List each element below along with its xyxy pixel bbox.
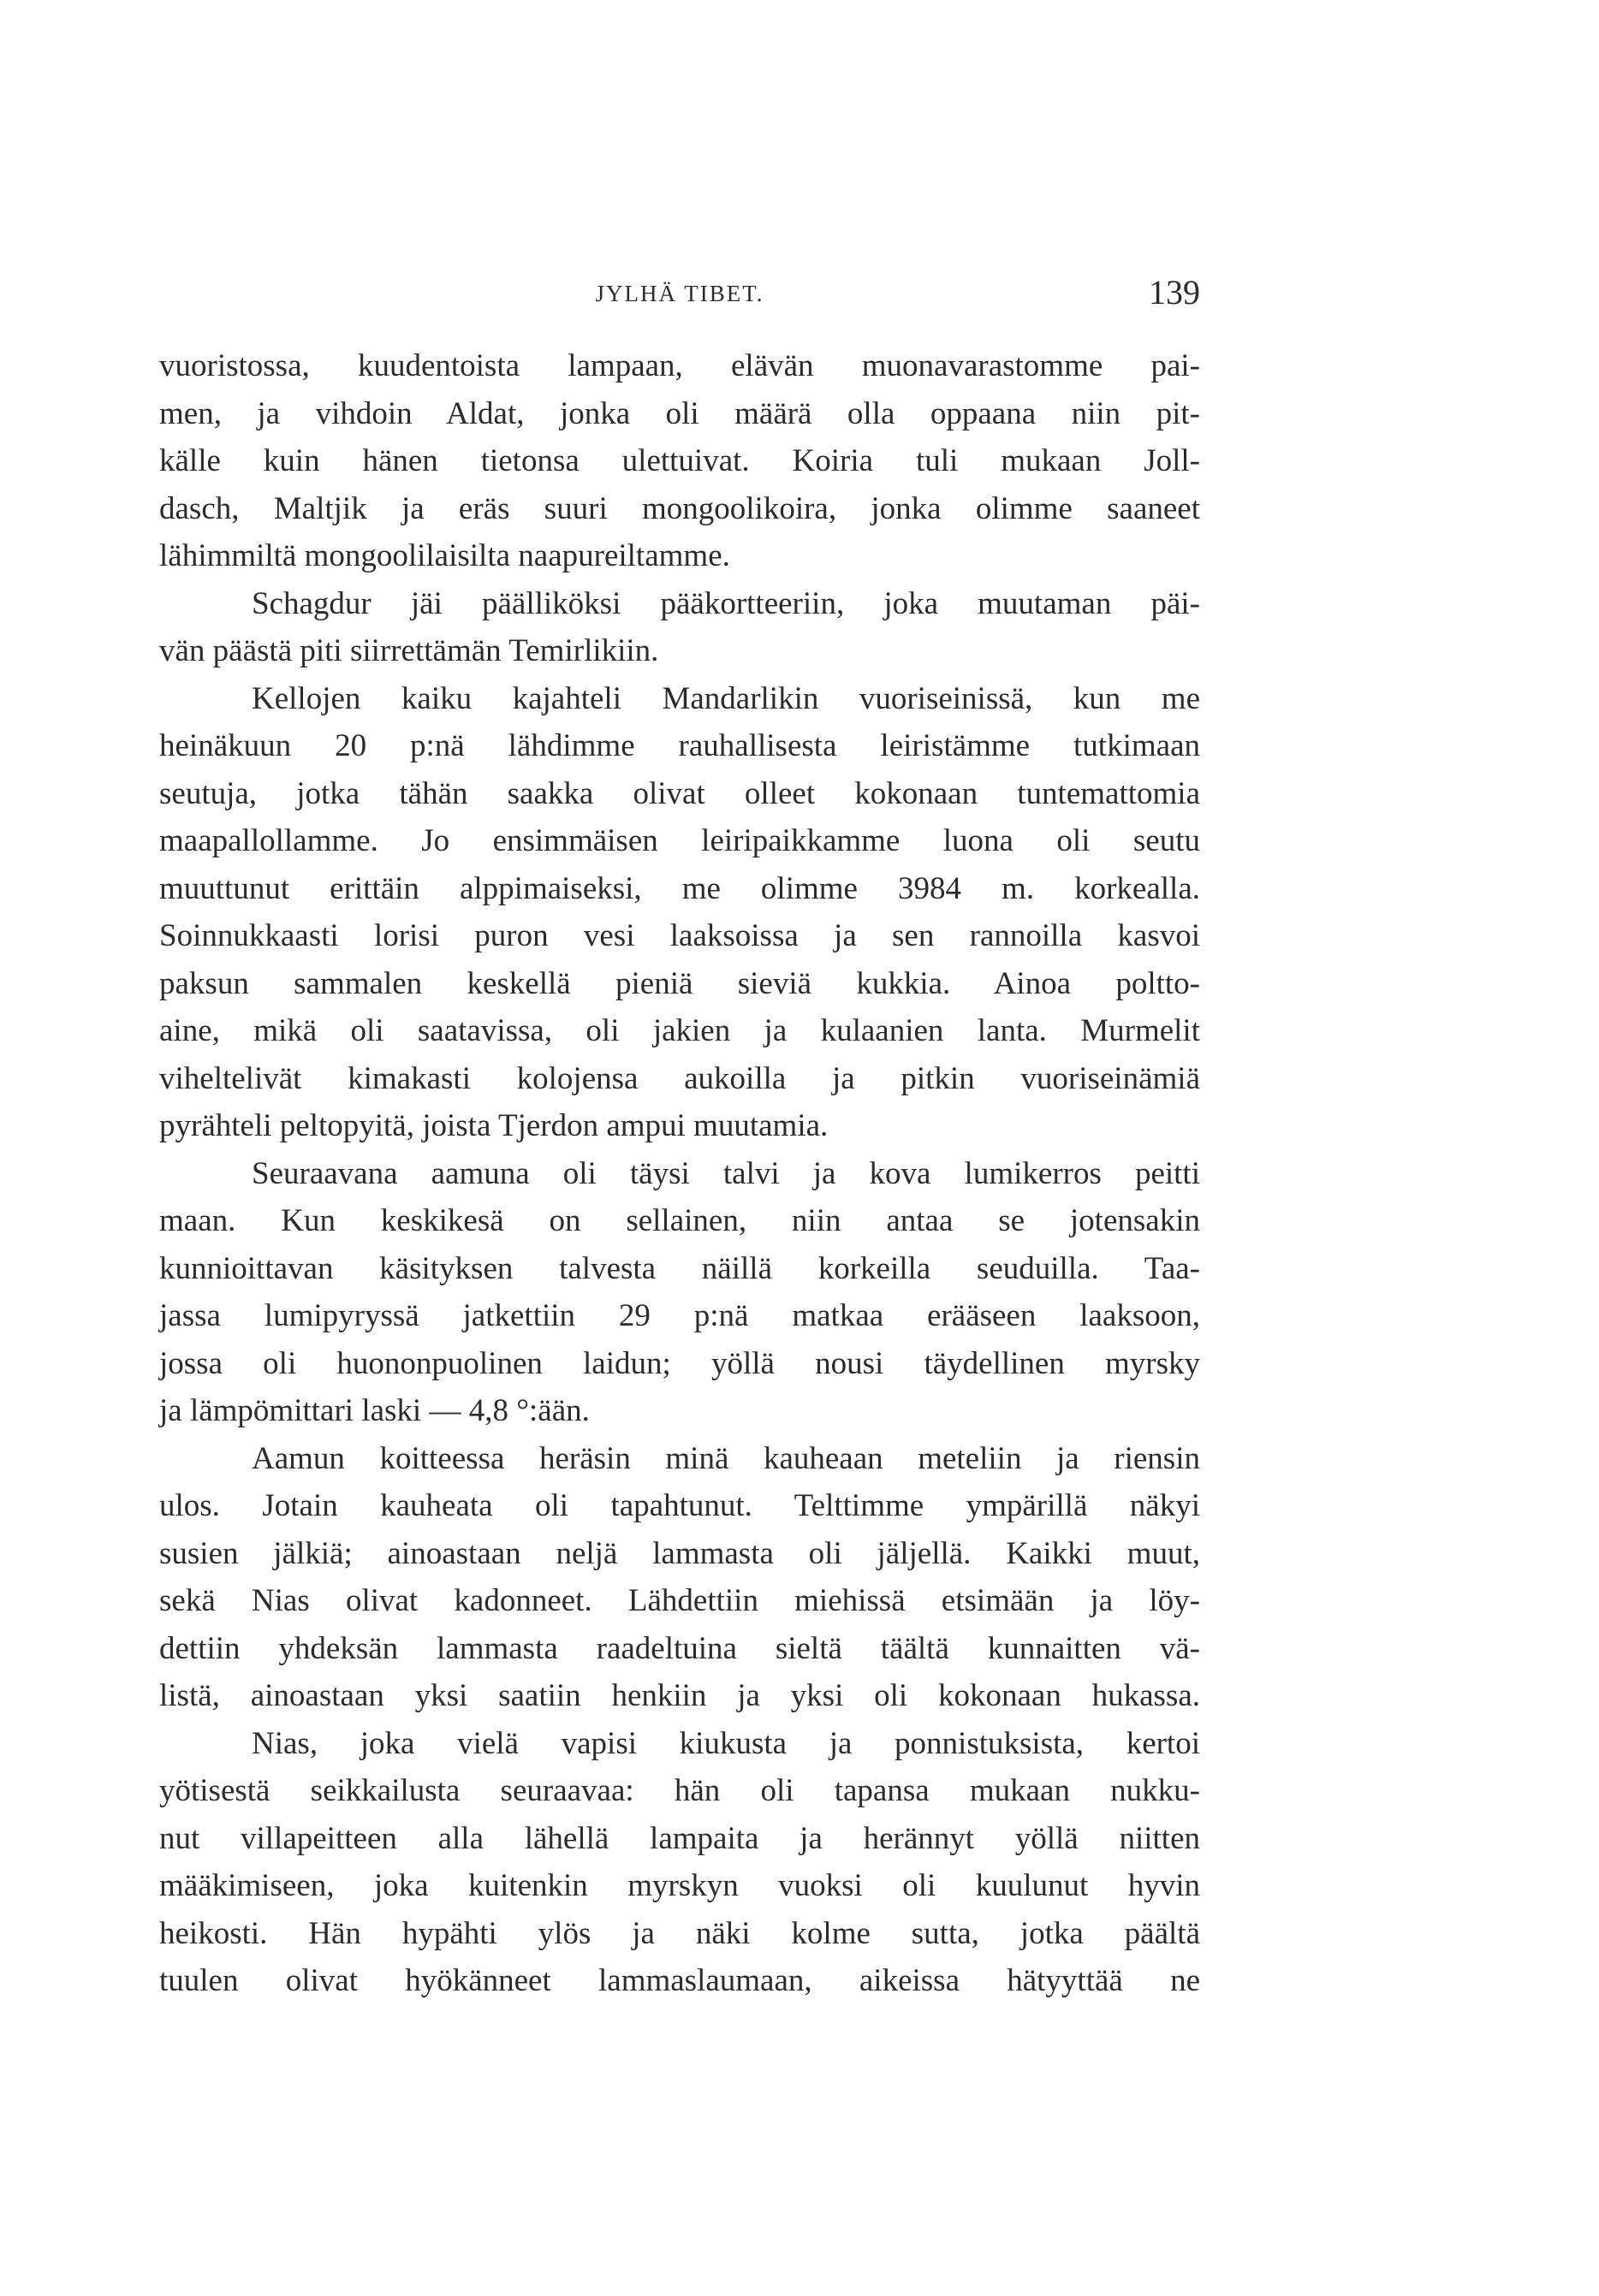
text-line: ulos. Jotain kauheata oli tapahtunut. Telttimme ympärillä näkyi [159,1488,1200,1523]
text-line: yötisestä seikkailusta seuraavaa: hän oli tapansa mukaan nukku- [159,1773,1200,1808]
text-line: paksun sammalen keskellä pieniä sieviä kukkia. Ainoa poltto- [159,965,1200,1001]
body-text [159,342,1200,2005]
text-line: tuulen olivat hyökänneet lammaslaumaan, aikeissa hätyyttää ne [159,1963,1200,1998]
text-line: Soinnukkaasti lorisi puron vesi laaksoissa ja sen rannoilla kasvoi [159,918,1200,953]
text-line: ja lämpömittari laski — 4,8 °:ään. [159,1393,590,1428]
text-line: listä, ainoastaan yksi saatiin henkiin ja yksi oli kokonaan hukassa. [159,1678,1200,1713]
text-line: Nias, joka vielä vapisi kiukusta ja ponnistuksista, kertoi [252,1725,1200,1761]
text-line: Seuraavana aamuna oli täysi talvi ja kova lumikerros peitti [252,1155,1200,1191]
text-line: jassa lumipyryssä jatkettiin 29 p:nä matkaa erääseen laaksoon, [159,1298,1200,1333]
text-line: määkimiseen, joka kuitenkin myrskyn vuoksi oli kuulunut hyvin [159,1868,1200,1903]
page-number: 139 [1149,273,1200,311]
text-line: vän päästä piti siirrettämän Temirlikiin. [159,633,659,668]
text-line: dasch, Maltjik ja eräs suuri mongoolikoira, jonka olimme saaneet [159,490,1200,526]
text-line: Kellojen kaiku kajahteli Mandarlikin vuoriseinissä, kun me [252,680,1200,716]
text-line: kunnioittavan käsityksen talvesta näillä korkeilla seuduilla. Taa- [159,1250,1200,1286]
text-line: källe kuin hänen tietonsa ulettuivat. Koiria tuli mukaan Joll- [159,443,1200,478]
text-line: sekä Nias olivat kadonneet. Lähdettiin miehissä etsimään ja löy- [159,1583,1200,1618]
text-line: susien jälkiä; ainoastaan neljä lammasta oli jäljellä. Kaikki muut, [159,1535,1200,1571]
text-line: Schagdur jäi päälliköksi pääkortteeriin, joka muutaman päi- [252,585,1200,621]
text-line: Aamun koitteessa heräsin minä kauheaan meteliin ja riensin [252,1440,1200,1476]
text-line: aine, mikä oli saatavissa, oli jakien ja kulaanien lanta. Murmelit [159,1013,1200,1048]
text-line: jossa oli huononpuolinen laidun; yöllä nousi täydellinen myrsky [159,1345,1200,1381]
text-line: muuttunut erittäin alppimaiseksi, me olimme 3984 m. korkealla. [159,870,1200,906]
text-line: lähimmiltä mongoolilaisilta naapureiltamme. [159,538,730,573]
text-line: vuoristossa, kuudentoista lampaan, elävän muonavarastomme pai- [159,348,1200,383]
text-line: nut villapeitteen alla lähellä lampaita ja herännyt yöllä niitten [159,1820,1200,1856]
running-head [159,272,1200,323]
running-title: JYLHÄ TIBET. [595,281,764,306]
text-line: heikosti. Hän hypähti ylös ja näki kolme sutta, jotka päältä [159,1915,1200,1951]
text-line: heinäkuun 20 p:nä lähdimme rauhallisesta leiristämme tutkimaan [159,728,1200,763]
text-line: men, ja vihdoin Aldat, jonka oli määrä olla oppaana niin pit- [159,395,1200,431]
text-line: pyrähteli peltopyitä, joista Tjerdon ampui muutamia. [159,1108,829,1143]
text-line: maan. Kun keskikesä on sellainen, niin antaa se jotensakin [159,1203,1200,1238]
text-line: seutuja, jotka tähän saakka olivat olleet kokonaan tuntemattomia [159,775,1200,811]
text-line: viheltelivät kimakasti kolojensa aukoilla ja pitkin vuoriseinämiä [159,1060,1200,1096]
text-line: maapallollamme. Jo ensimmäisen leiripaikkamme luona oli seutu [159,823,1200,858]
text-line: dettiin yhdeksän lammasta raadeltuina sieltä täältä kunnaitten vä- [159,1630,1200,1666]
